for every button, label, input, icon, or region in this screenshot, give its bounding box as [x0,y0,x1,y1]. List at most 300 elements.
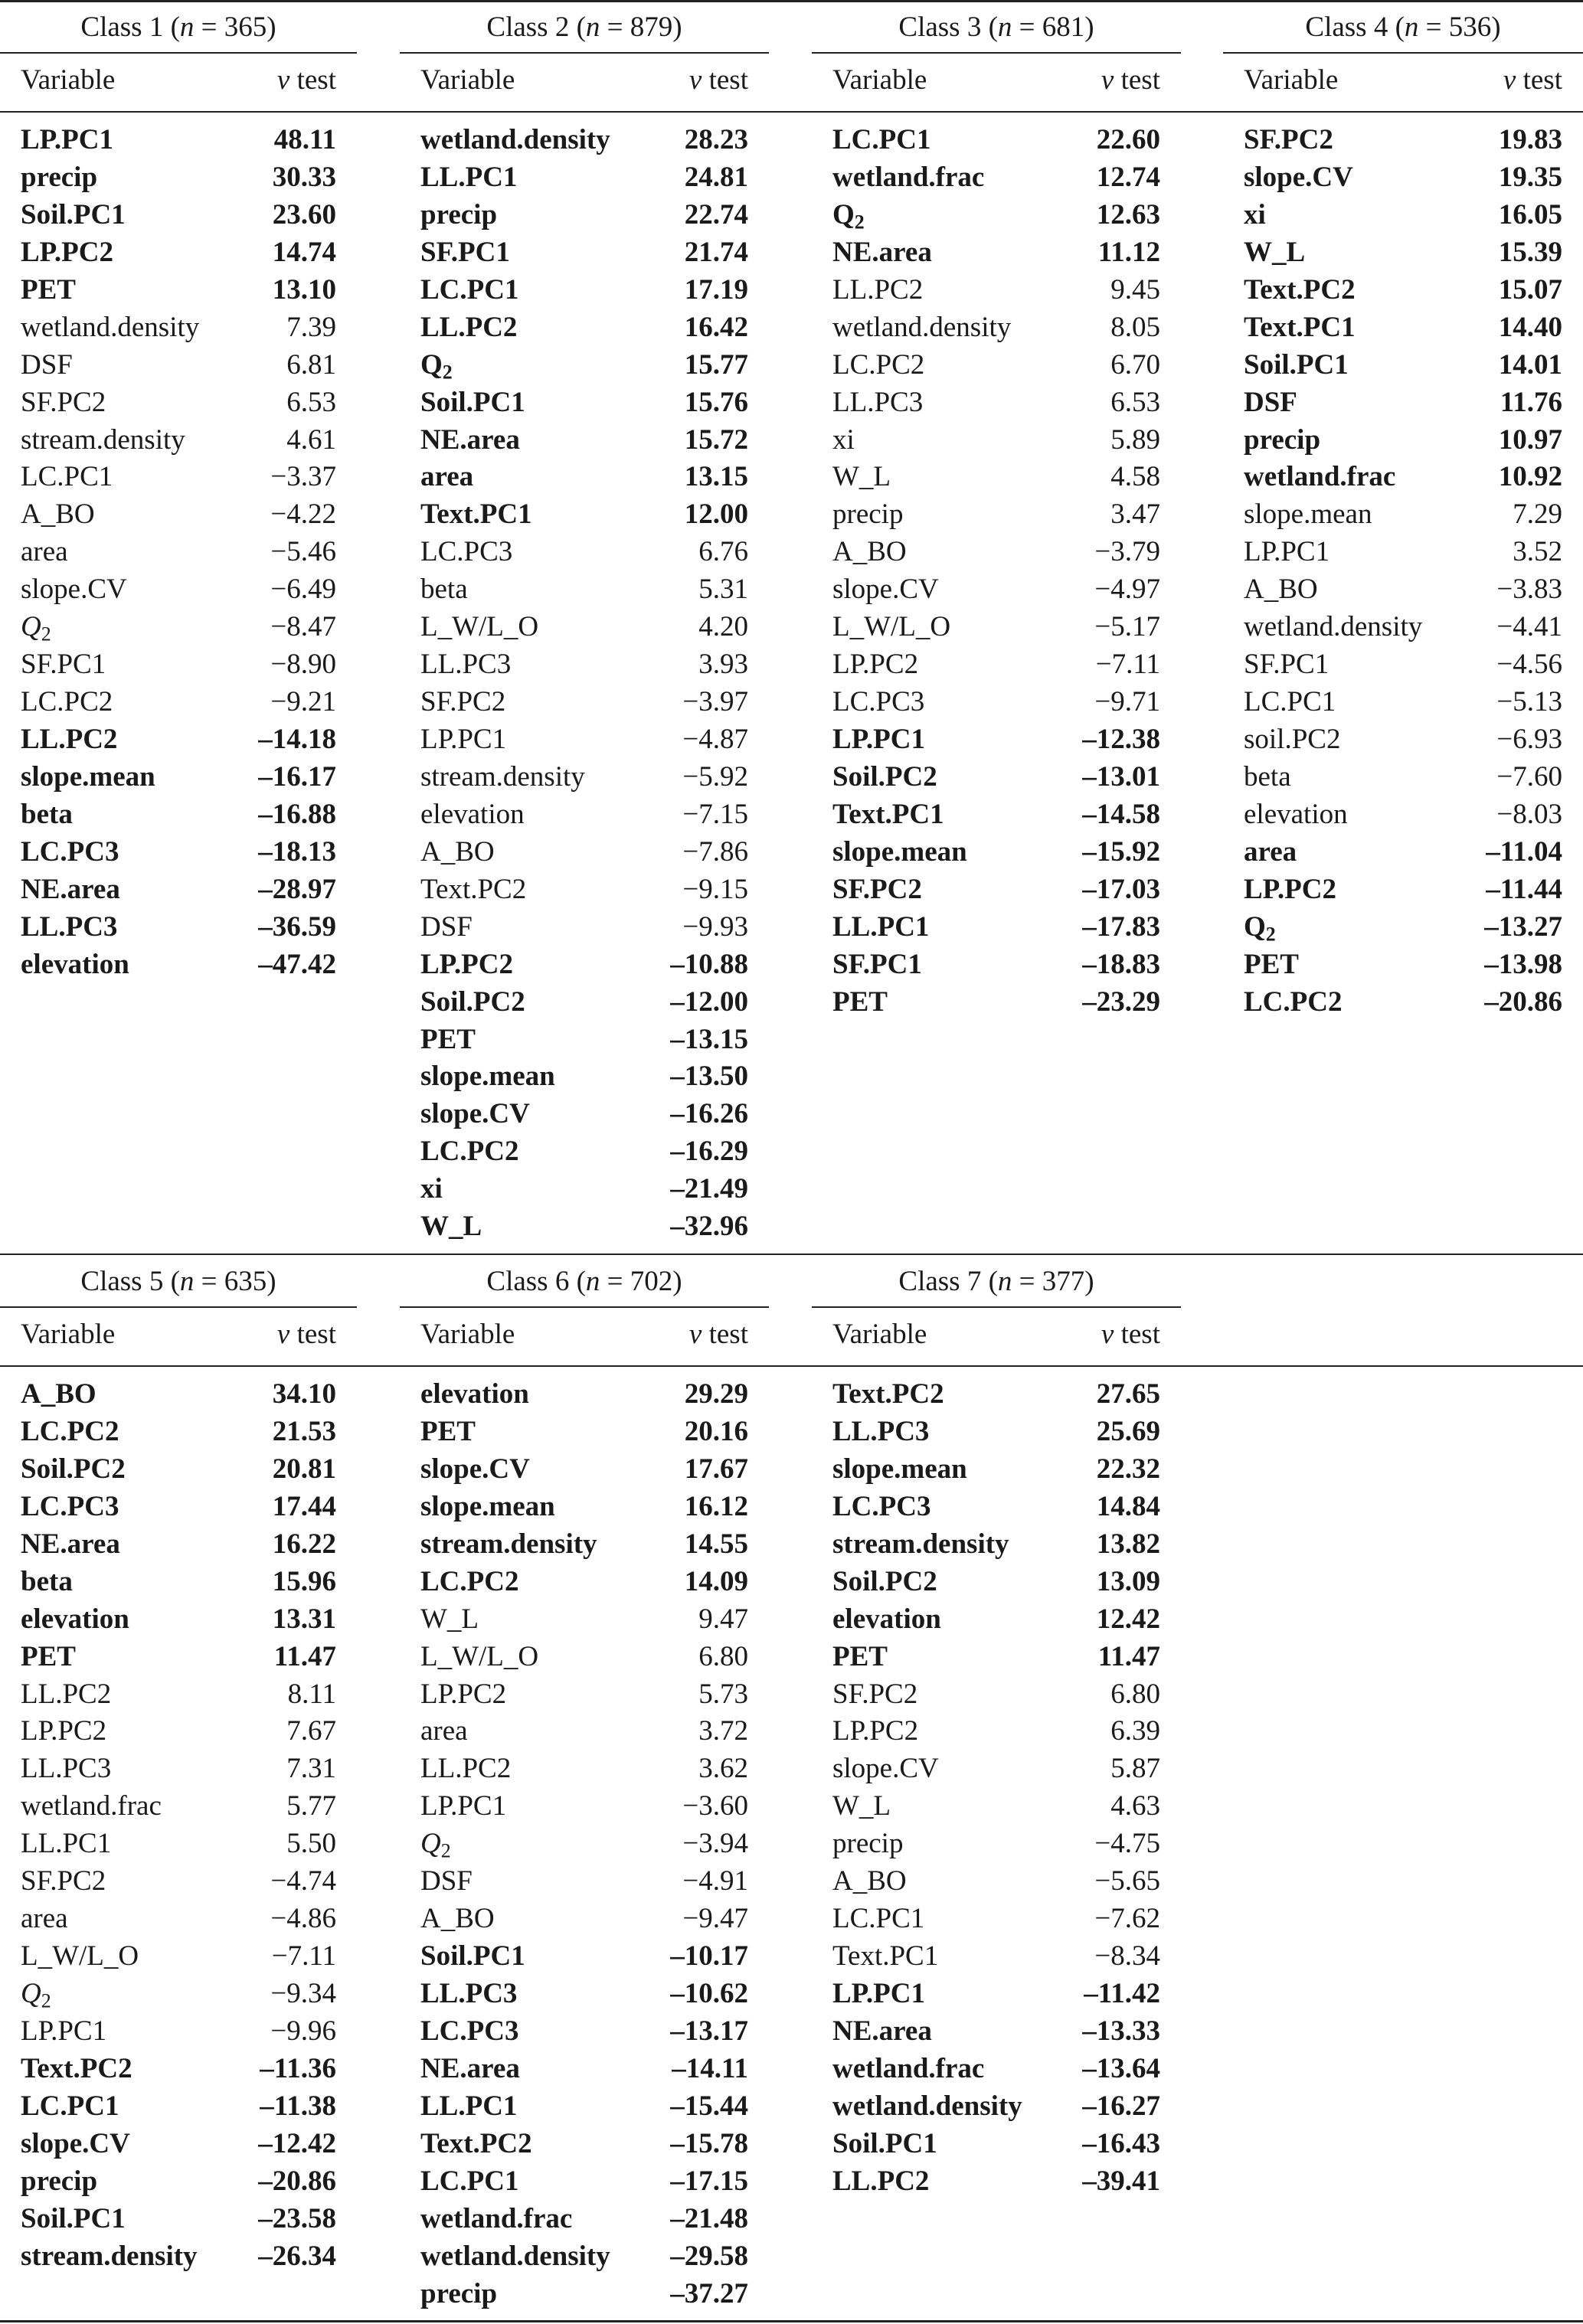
v-test-value: 16.42 [684,311,748,343]
variable-name [420,1825,451,1862]
variable-name: Text.PC1 [832,1940,939,1973]
table-row [0,2125,357,2162]
v-test-value: −7.11 [1095,649,1160,681]
variable-name: wetland.frac [832,2052,985,2084]
table-row [0,271,357,309]
variable-name: LC.PC3 [420,2015,519,2047]
v-test-value: –17.03 [1082,873,1160,905]
table-row [0,946,357,983]
table-row [0,570,357,608]
table-row [400,1638,769,1675]
variable-name: PET [21,273,76,306]
table-row [400,1450,769,1488]
class-n-value: = 879 [600,11,673,43]
header-v-symbol: v [276,1319,290,1350]
variable-name: wetland.frac [1244,461,1396,493]
variable-name: soil.PC2 [1244,724,1341,755]
v-test-value: –16.26 [670,1098,748,1130]
table-row [400,1787,769,1825]
header-v-symbol: v [1101,1319,1114,1350]
v-test-value: 9.47 [698,1603,748,1635]
v-test-value: −7.62 [1094,1903,1160,1935]
table-row [0,121,357,159]
variable-name: LL.PC3 [21,1753,112,1785]
v-test-value: 8.11 [287,1678,336,1710]
header-variable: Variable [832,1319,927,1350]
variable-subscript: 2 [440,1839,451,1862]
v-test-value: 20.81 [272,1453,336,1485]
v-test-value: −4.41 [1496,611,1562,643]
class-title-suffix: ) [672,11,682,43]
v-test-value: −5.65 [1094,1865,1160,1897]
table-row [0,833,357,871]
table-row [400,758,769,796]
table-row [400,908,769,946]
table-row [0,421,357,459]
variable-name: SF.PC2 [1244,124,1333,155]
v-test-value: 17.44 [272,1490,336,1522]
table-row [812,196,1181,234]
column-header [812,54,1181,107]
v-test-value: −3.94 [682,1828,748,1860]
header-v-symbol: v [276,64,290,96]
variable-name: SF.PC2 [21,386,106,418]
header-vtest [1101,54,1160,107]
variable-name: beta [21,798,73,830]
v-test-value: –23.29 [1082,985,1160,1018]
v-test-value: −7.11 [271,1940,336,1973]
variable-name: elevation [21,1603,129,1635]
table-row [0,721,357,758]
table-row [1223,421,1583,459]
variable-name: precip [832,1828,904,1860]
v-test-value: 6.81 [286,348,336,381]
v-test-value: 6.80 [698,1640,748,1672]
v-test-value: 5.31 [698,574,748,606]
table-row [400,570,769,608]
v-test-value: −9.96 [270,2015,336,2047]
variable-name [21,608,51,646]
column-header [812,1308,1181,1361]
table-row [812,121,1181,159]
variable-name: area [1244,835,1297,868]
table-row [400,1375,769,1413]
v-test-value: 6.76 [698,536,748,568]
class-n-value: = 377 [1012,1266,1085,1297]
v-test-value: 20.16 [684,1415,748,1447]
v-test-value: 12.74 [1096,161,1160,193]
header-rule [0,111,1583,113]
table-row [812,1413,1181,1450]
v-test-value: –14.18 [258,724,336,755]
v-test-value: −5.92 [682,760,748,793]
v-test-value: −4.97 [1094,574,1160,606]
table-row [400,159,769,196]
table-row [400,608,769,646]
v-test-value: 7.29 [1513,498,1562,531]
table-row [812,2162,1181,2200]
v-test-value: 27.65 [1096,1378,1160,1410]
v-test-value: −3.79 [1094,536,1160,568]
v-test-value: –10.62 [670,1978,748,2009]
v-test-value: 15.07 [1498,273,1562,306]
variable-name: xi [1244,198,1266,230]
class-title [812,0,1181,51]
table-row [400,1937,769,1975]
table-row [812,1525,1181,1563]
v-test-value: −4.91 [682,1865,748,1897]
variable-name: LP.PC1 [21,124,113,155]
header-v-symbol: v [1101,64,1114,96]
v-test-value: 13.31 [272,1603,336,1635]
table-row [0,2087,357,2125]
table-row [812,1712,1181,1750]
table-row [400,309,769,346]
variable-name: Soil.PC2 [832,1565,937,1597]
table-row [1223,758,1583,796]
table-row [400,1525,769,1563]
header-variable: Variable [21,1319,116,1350]
table-row [0,1525,357,1563]
variable-name: SF.PC1 [21,649,106,681]
variable-name: LC.PC2 [21,686,113,718]
variable-name: A_BO [420,1903,495,1935]
table-row [812,1900,1181,1937]
table-row [812,1750,1181,1787]
table-row [0,1712,357,1750]
variable-name: beta [420,574,468,606]
v-test-value: −8.47 [270,611,336,643]
variable-name: LC.PC2 [420,1565,519,1597]
variable-name: LC.PC3 [420,536,513,568]
class-n-label: n [179,11,195,43]
variable-name: LP.PC2 [420,1678,507,1710]
column-header [0,54,357,107]
header-vtest [689,1308,748,1361]
variable-name: slope.CV [832,574,939,606]
variable-name: wetland.density [832,2090,1022,2122]
variable-name: LP.PC2 [21,236,113,268]
variable-name: LC.PC3 [832,686,925,718]
variable-name: A_BO [1244,574,1318,606]
variable-name: Soil.PC1 [21,2202,126,2234]
table-row [812,458,1181,495]
class-title-suffix: ) [267,11,276,43]
table-row [1223,608,1583,646]
table-row [812,646,1181,683]
variable-name: LC.PC1 [21,461,113,493]
v-test-value: 15.76 [684,386,748,418]
variable-name: precip [832,498,904,531]
variable-name: precip [420,198,498,230]
variable-name: slope.CV [1244,161,1353,193]
header-variable: Variable [420,1319,515,1350]
table-row [400,458,769,495]
table-row [812,234,1181,271]
v-test-value: 9.45 [1110,273,1160,306]
table-row [0,1563,357,1600]
table-row [812,1975,1181,2012]
variable-symbol: Q [832,198,855,230]
class-rows [1223,121,1583,1021]
table-row [812,1600,1181,1638]
v-test-value: –12.42 [258,2127,336,2159]
table-row [0,796,357,833]
table-row [1223,983,1583,1021]
table-row [812,421,1181,459]
table-row [0,1975,357,2012]
table-row [812,1787,1181,1825]
table-row [400,983,769,1021]
table-row [812,721,1181,758]
table-row [0,1750,357,1787]
table-row [0,608,357,646]
variable-name: Soil.PC1 [21,198,126,230]
v-test-value: 3.52 [1513,536,1562,568]
header-rule [0,1365,1583,1367]
variable-name: beta [21,1565,73,1597]
table-row [0,2200,357,2237]
variable-name: xi [420,1173,443,1205]
class-n-label: n [997,11,1012,43]
table-row [0,1862,357,1900]
v-test-value: 15.96 [272,1565,336,1597]
v-test-value: −9.34 [270,1978,336,2009]
variable-name: LP.PC1 [420,724,507,755]
variable-symbol: Q [21,1978,41,2009]
v-test-value: 12.63 [1096,198,1160,230]
v-test-value: −4.56 [1496,649,1562,681]
table-row [0,1825,357,1862]
variable-name: LC.PC2 [420,1136,519,1168]
variable-name: LC.PC3 [832,1490,931,1522]
v-test-value: 16.05 [1498,198,1562,230]
variable-name: slope.CV [21,574,127,606]
column-header [1223,54,1583,107]
variable-name: slope.CV [420,1453,530,1485]
table-row [812,833,1181,871]
v-test-value: 3.72 [698,1715,748,1747]
v-test-value: 14.55 [684,1528,748,1560]
v-test-value: –21.48 [670,2202,748,2234]
variable-name: area [420,1715,468,1747]
variable-name: Soil.PC2 [420,985,525,1018]
table-row [1223,570,1583,608]
class-title [812,1254,1181,1305]
v-test-value: 5.73 [698,1678,748,1710]
variable-name: stream.density [21,2240,198,2272]
class-rows [812,1375,1181,2200]
variable-name: Soil.PC1 [1244,348,1349,381]
v-test-value: −9.21 [270,686,336,718]
v-test-value: −5.13 [1496,686,1562,718]
v-test-value: –10.17 [670,1940,748,1973]
v-test-value: –13.17 [670,2015,748,2047]
v-test-value: 11.47 [1097,1640,1160,1672]
column-header [0,1308,357,1361]
table-row [812,908,1181,946]
table-row [400,1600,769,1638]
v-test-value: 10.97 [1498,423,1562,456]
variable-name: W_L [420,1603,479,1635]
v-test-value: 30.33 [272,161,336,193]
table-row [400,1095,769,1133]
v-test-value: –23.58 [258,2202,336,2234]
class-title-prefix: Class 1 ( [80,11,180,43]
class-rows [812,121,1181,1021]
table-row [400,495,769,533]
table-row [0,2237,357,2275]
header-test-label: test [289,64,336,96]
v-test-value: 6.80 [1110,1678,1160,1710]
table-row [400,1750,769,1787]
variable-name: A_BO [832,536,907,568]
table-row [400,1825,769,1862]
v-test-value: –15.44 [670,2090,748,2122]
table-row [0,1600,357,1638]
v-test-value: −6.93 [1496,724,1562,755]
v-test-value: 13.15 [684,461,748,493]
table-row [812,570,1181,608]
variable-name [832,196,865,234]
variable-name: precip [1244,423,1321,456]
variable-name: L_W/L_O [21,1940,139,1973]
v-test-value: –15.78 [670,2127,748,2159]
variable-name: A_BO [21,498,95,531]
table-row [400,1675,769,1713]
v-test-value: 5.50 [286,1828,336,1860]
table-row [400,946,769,983]
table-row [0,234,357,271]
table-row [812,1638,1181,1675]
table-row [1223,234,1583,271]
table-row [400,2162,769,2200]
table-row [400,871,769,908]
variable-name: L_W/L_O [832,611,951,643]
v-test-value: –11.38 [260,2090,336,2122]
v-test-value: 12.00 [684,498,748,531]
variable-name: PET [21,1640,76,1672]
v-test-value: –16.88 [258,798,336,830]
table-row [400,646,769,683]
table-row [812,983,1181,1021]
variable-name: DSF [420,1865,473,1897]
v-test-value: 21.74 [684,236,748,268]
v-test-value: 19.35 [1498,161,1562,193]
v-test-value: –13.33 [1082,2015,1160,2047]
class-n-label: n [1404,11,1419,43]
header-variable: Variable [832,64,927,96]
class-n-label: n [585,1266,600,1297]
table-row [0,1413,357,1450]
table-row [1223,309,1583,346]
variable-name: elevation [832,1603,941,1635]
variable-name: LL.PC3 [420,649,512,681]
v-test-value: −3.83 [1496,574,1562,606]
v-test-value: 15.39 [1498,236,1562,268]
variable-name: A_BO [21,1378,96,1410]
variable-name: LP.PC2 [832,649,919,681]
variable-name: wetland.frac [832,161,985,193]
variable-name: slope.mean [1244,498,1372,531]
variable-name: LP.PC1 [420,1790,507,1822]
variable-name: LC.PC3 [21,1490,119,1522]
variable-name: slope.mean [420,1061,555,1093]
v-test-value: –13.50 [670,1061,748,1093]
v-test-value: –13.98 [1484,948,1562,980]
v-test-value: −4.74 [270,1865,336,1897]
variable-name: stream.density [420,1528,597,1560]
variable-name: LP.PC1 [21,2015,107,2047]
variable-name: LL.PC2 [21,724,118,755]
v-test-value: –37.27 [670,2277,748,2309]
v-test-value: –13.64 [1082,2052,1160,2084]
v-test-value: –13.15 [670,1023,748,1055]
v-test-value: 25.69 [1096,1415,1160,1447]
v-test-value: −9.93 [682,910,748,943]
v-test-value: 13.82 [1096,1528,1160,1560]
table-row [400,1057,769,1095]
v-test-value: −4.87 [682,724,748,755]
variable-symbol: Q [420,1828,441,1860]
variable-name: LL.PC2 [832,2165,930,2197]
variable-name: Soil.PC1 [832,2127,937,2159]
variable-name: SF.PC1 [1244,649,1330,681]
variable-symbol: Q [420,348,443,381]
variable-name: Text.PC2 [832,1378,944,1410]
table-row [1223,833,1583,871]
variable-name: slope.CV [832,1753,939,1785]
v-test-value: –11.44 [1486,873,1562,905]
variable-name: NE.area [21,1528,120,1560]
variable-name: NE.area [420,423,520,456]
variable-name: PET [832,1640,888,1672]
table-row [1223,495,1583,533]
table-row [1223,796,1583,833]
variable-symbol: Q [1244,910,1266,943]
header-v-symbol: v [1503,64,1516,96]
variable-name: Soil.PC2 [21,1453,126,1485]
variable-name: Soil.PC1 [420,386,525,418]
variable-name: Text.PC1 [832,798,944,830]
v-test-value: −4.86 [270,1903,336,1935]
class-n-value: = 702 [600,1266,673,1297]
class-rows [0,1375,357,2275]
table-row [1223,346,1583,384]
table-row [812,1375,1181,1413]
table-row [812,1450,1181,1488]
table-row [812,871,1181,908]
class-rows [400,121,769,1245]
variable-name: LP.PC1 [832,724,925,755]
table-row [812,384,1181,421]
variable-name: PET [420,1023,476,1055]
v-test-value: –28.97 [258,873,336,905]
variable-name: LC.PC3 [21,835,119,868]
table-row [1223,721,1583,758]
variable-name: slope.mean [21,760,155,793]
variable-name: wetland.density [832,311,1012,343]
table-row [0,1675,357,1713]
variable-name: stream.density [21,423,185,456]
table-row [0,871,357,908]
variable-name: slope.CV [21,2127,130,2159]
v-test-value: –18.83 [1082,948,1160,980]
table-row [400,833,769,871]
v-test-value: −3.60 [682,1790,748,1822]
v-test-value: –21.49 [670,1173,748,1205]
variable-subscript: 2 [41,623,51,646]
